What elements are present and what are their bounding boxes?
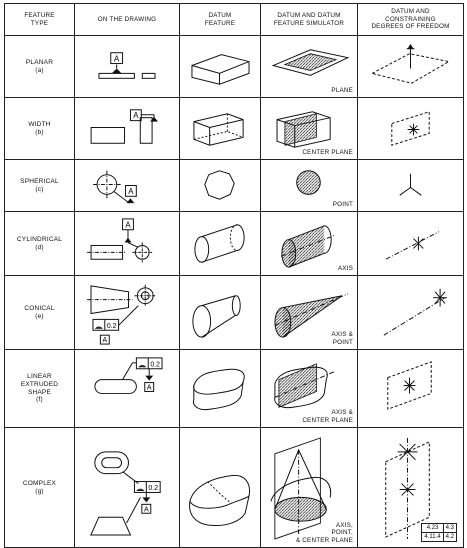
drawing-cell xyxy=(75,212,180,276)
row-name: CONICAL (e) xyxy=(5,276,75,350)
freedom-cell xyxy=(358,36,464,98)
freedom-cell xyxy=(358,350,464,428)
drawing-cell xyxy=(75,428,180,548)
ref-cell: 4.11.4 xyxy=(422,533,443,542)
datum-feature-cell xyxy=(180,212,261,276)
svg-text:A: A xyxy=(125,220,131,230)
svg-text:0.2: 0.2 xyxy=(150,361,160,369)
ref-cell: 4.2 xyxy=(443,533,456,542)
drawing-cell xyxy=(75,160,180,212)
datum-feature-cell xyxy=(180,350,261,428)
row-name: LINEAR EXTRUDED SHAPE (f) xyxy=(5,350,75,428)
svg-text:A: A xyxy=(133,111,139,121)
header-on-drawing: ON THE DRAWING xyxy=(75,4,180,36)
simulator-cell: AXIS xyxy=(261,212,358,276)
ref-cell: 4.23 xyxy=(422,524,443,533)
simulator-cell: AXIS & POINT xyxy=(261,276,358,350)
row-cylindrical xyxy=(5,212,464,276)
reference-box xyxy=(421,523,457,542)
drawing-cell xyxy=(75,98,180,160)
drawing-cell xyxy=(75,350,180,428)
row-planar xyxy=(5,36,464,98)
datum-feature-cell xyxy=(180,428,261,548)
row-spherical xyxy=(5,160,464,212)
simulator-cell: AXIS & CENTER PLANE xyxy=(261,350,358,428)
header-datum-feature: DATUM FEATURE xyxy=(180,4,261,36)
header-freedom: DATUM AND CONSTRAINING DEGREES OF FREEDOM xyxy=(358,4,464,36)
row-complex xyxy=(5,428,464,548)
header-feature-type: FEATURE TYPE xyxy=(5,4,75,36)
svg-text:0.2: 0.2 xyxy=(148,484,159,492)
row-name: PLANAR (a) xyxy=(5,36,75,98)
svg-text:A: A xyxy=(146,384,152,392)
freedom-cell xyxy=(358,428,464,548)
freedom-cell xyxy=(358,160,464,212)
datum-feature-cell xyxy=(180,98,261,160)
datum-table xyxy=(4,3,464,548)
datum-feature-cell xyxy=(180,160,261,212)
freedom-cell xyxy=(358,98,464,160)
simulator-cell: POINT xyxy=(261,160,358,212)
row-linear-extruded xyxy=(5,350,464,428)
header-simulator: DATUM AND DATUM FEATURE SIMULATOR xyxy=(261,4,358,36)
svg-text:A: A xyxy=(102,337,108,345)
row-conical xyxy=(5,276,464,350)
freedom-cell xyxy=(358,276,464,350)
datum-feature-cell xyxy=(180,36,261,98)
ref-cell: 4.3 xyxy=(443,524,456,533)
drawing-cell xyxy=(75,276,180,350)
row-name: SPHERICAL (c) xyxy=(5,160,75,212)
svg-text:A: A xyxy=(114,54,120,64)
svg-text:A: A xyxy=(128,186,134,196)
row-width xyxy=(5,98,464,160)
simulator-cell: PLANE xyxy=(261,36,358,98)
datum-feature-cell xyxy=(180,276,261,350)
row-name: CYLINDRICAL (d) xyxy=(5,212,75,276)
svg-text:A: A xyxy=(144,506,149,514)
freedom-cell xyxy=(358,212,464,276)
row-name: WIDTH (b) xyxy=(5,98,75,160)
svg-text:0.2: 0.2 xyxy=(106,322,117,330)
planar-drawing xyxy=(75,36,179,97)
simulator-cell: AXIS, POINT, & CENTER PLANE xyxy=(261,428,358,548)
row-name: COMPLEX (g) xyxy=(5,428,75,548)
drawing-cell xyxy=(75,36,180,98)
simulator-cell: CENTER PLANE xyxy=(261,98,358,160)
